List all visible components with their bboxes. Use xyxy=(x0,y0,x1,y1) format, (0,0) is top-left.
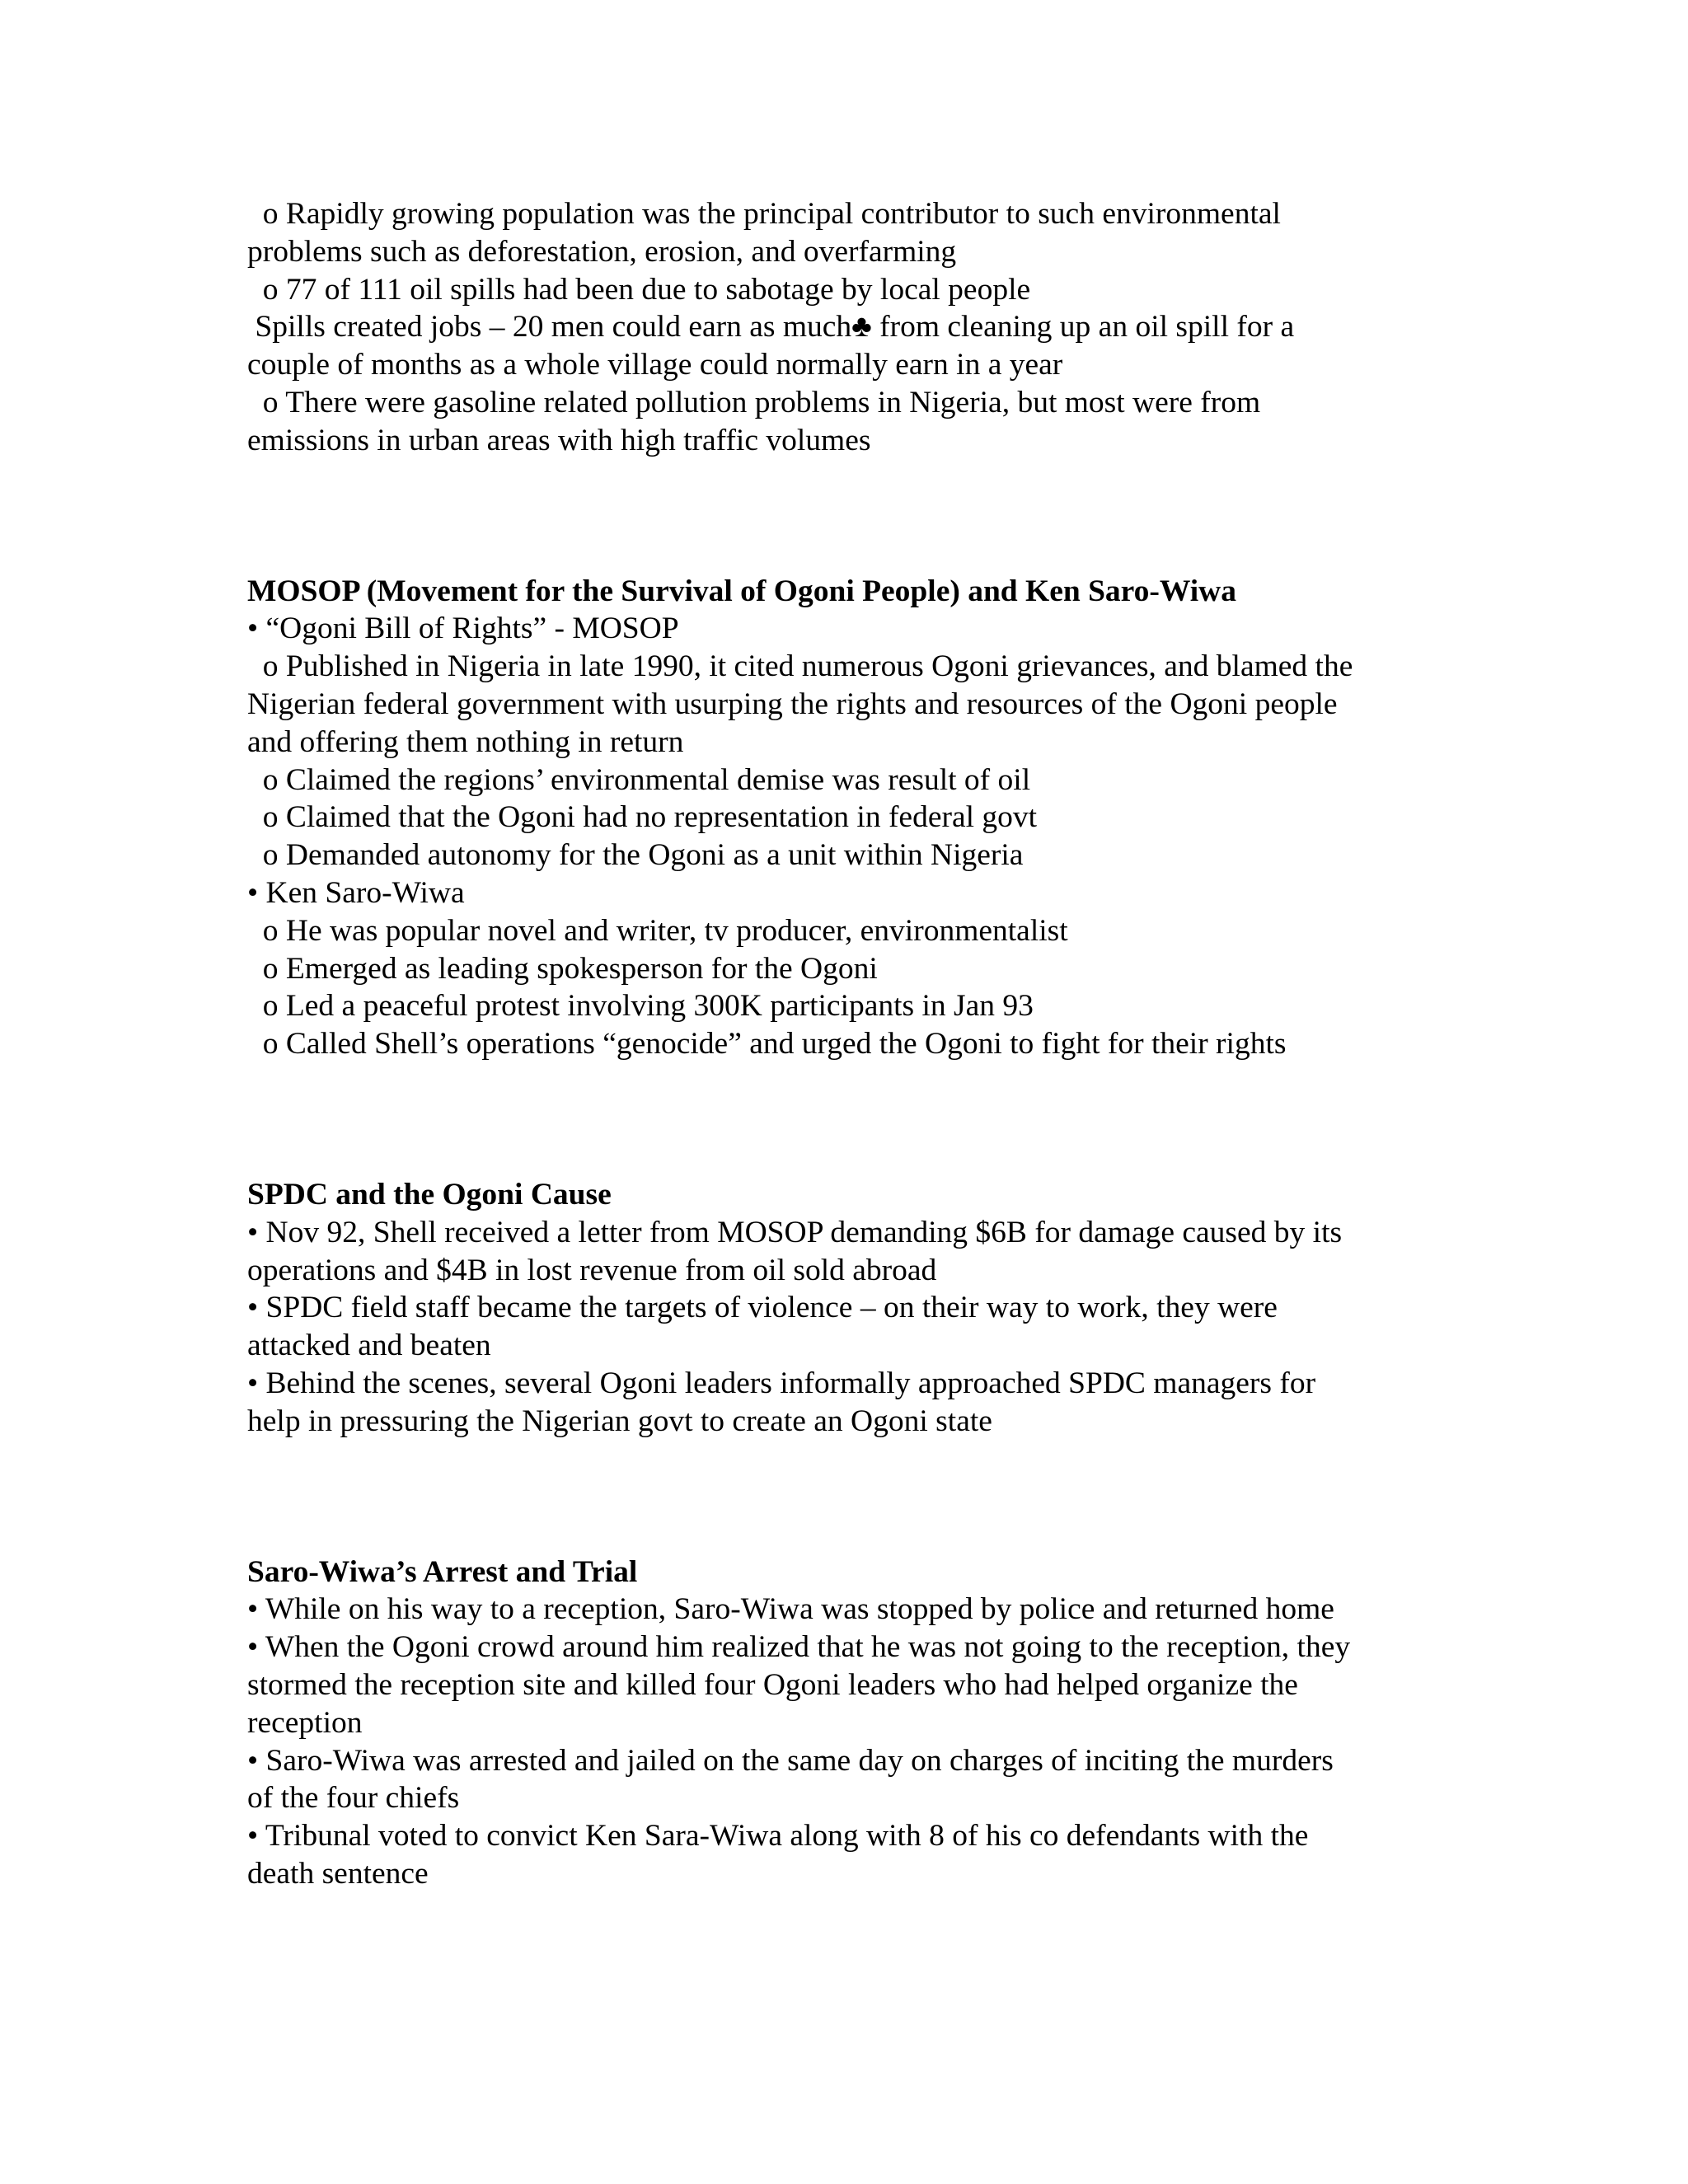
text-line: o Rapidly growing population was the principal contributor to such environmental xyxy=(247,197,1281,231)
text-line: • Nov 92, Shell received a letter from MOSOP demanding $6B for damage caused by its xyxy=(247,1215,1343,1249)
text-line: o Called Shell’s operations “genocide” and urged the Ogoni to fight for their rights xyxy=(247,1027,1287,1062)
text-line: reception xyxy=(247,1705,363,1740)
text-line: o Demanded autonomy for the Ogoni as a unit within Nigeria xyxy=(247,838,1024,873)
text-line: of the four chiefs xyxy=(247,1781,460,1816)
section-heading: SPDC and the Ogoni Cause xyxy=(247,1177,612,1212)
text-line: o He was popular novel and writer, tv producer, environmentalist xyxy=(247,913,1068,948)
text-line: o Led a peaceful protest involving 300K participants in Jan 93 xyxy=(247,989,1034,1024)
text-line: • “Ogoni Bill of Rights” - MOSOP xyxy=(247,612,679,646)
section-spacer xyxy=(247,1063,1451,1176)
text-line: Nigerian federal government with usurping the rights and resources of the Ogoni people xyxy=(247,687,1338,721)
text-line: stormed the reception site and killed four Ogoni leaders who had helped organize the xyxy=(247,1667,1298,1702)
text-line: o There were gasoline related pollution problems in Nigeria, but most were from xyxy=(247,385,1261,419)
section-heading: MOSOP (Movement for the Survival of Ogoni People) and Ken Saro-Wiwa xyxy=(247,574,1236,608)
text-line: help in pressuring the Nigerian govt to create an Ogoni state xyxy=(247,1404,992,1438)
text-line: o Claimed the regions’ environmental demise was result of oil xyxy=(247,762,1031,797)
text-line: • SPDC field staff became the targets of violence – on their way to work, they were xyxy=(247,1291,1278,1325)
text-line: • While on his way to a reception, Saro-Wiwa was stopped by police and returned home xyxy=(247,1592,1334,1627)
text-line: death sentence xyxy=(247,1856,429,1891)
text-line: emissions in urban areas with high traffic volumes xyxy=(247,423,871,457)
document-body xyxy=(247,195,1451,1893)
intro-section xyxy=(247,195,1451,460)
text-line: o Emerged as leading spokesperson for the Ogoni xyxy=(247,951,878,986)
text-line: problems such as deforestation, erosion, and overfarming xyxy=(247,234,957,269)
arrest-section xyxy=(247,1554,1451,1893)
text-line: Spills created jobs – 20 men could earn as much♣ from cleaning up an oil spill for a xyxy=(247,310,1295,344)
mosop-section xyxy=(247,573,1451,1063)
text-line: o Claimed that the Ogoni had no representation in federal govt xyxy=(247,800,1038,835)
text-line: • Ken Saro-Wiwa xyxy=(247,875,465,910)
text-line: o Published in Nigeria in late 1990, it cited numerous Ogoni grievances, and blamed the xyxy=(247,649,1353,684)
text-line: operations and $4B in lost revenue from oil sold abroad xyxy=(247,1253,937,1287)
text-line: • Tribunal voted to convict Ken Sara-Wiwa along with 8 of his co defendants with the xyxy=(247,1819,1309,1854)
spdc-section xyxy=(247,1176,1451,1441)
text-line: and offering them nothing in return xyxy=(247,724,684,759)
text-line: • Saro-Wiwa was arrested and jailed on the same day on charges of inciting the murders xyxy=(247,1743,1334,1778)
section-spacer xyxy=(247,1441,1451,1554)
section-spacer xyxy=(247,460,1451,573)
text-line: • When the Ogoni crowd around him realized that he was not going to the reception, they xyxy=(247,1630,1351,1665)
text-line: o 77 of 111 oil spills had been due to sabotage by local people xyxy=(247,272,1031,307)
text-line: couple of months as a whole village could normally earn in a year xyxy=(247,348,1063,382)
section-heading: Saro-Wiwa’s Arrest and Trial xyxy=(247,1554,638,1589)
text-line: attacked and beaten xyxy=(247,1329,491,1363)
text-line: • Behind the scenes, several Ogoni leaders informally approached SPDC managers for xyxy=(247,1366,1316,1400)
